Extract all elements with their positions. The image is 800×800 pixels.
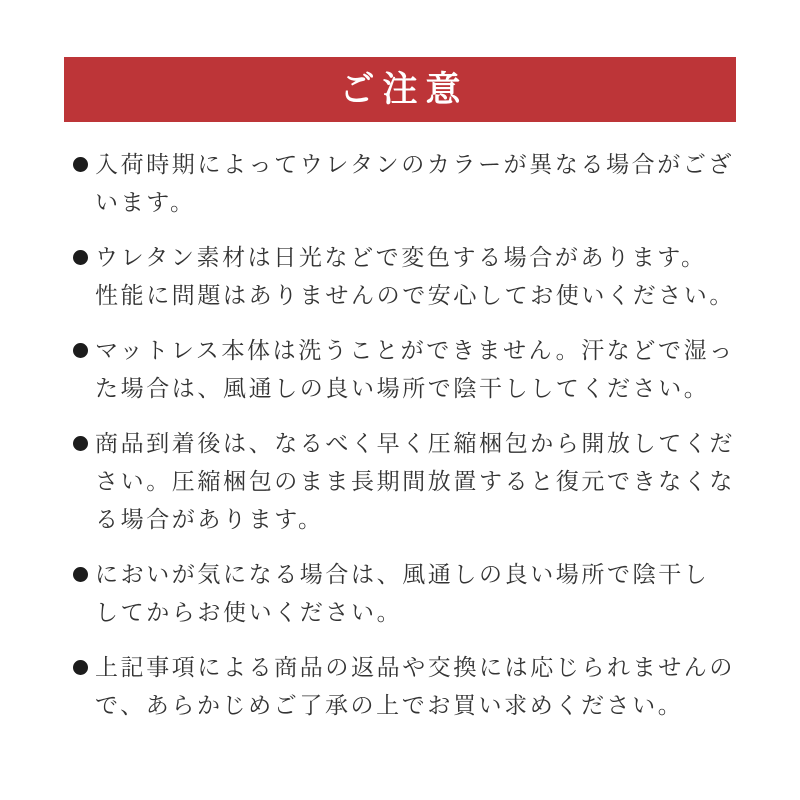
list-item <box>64 648 736 724</box>
notice-line: ウレタン素材は日光などで変色する場合があります。 <box>95 244 707 270</box>
bullet-icon <box>73 250 88 265</box>
notice-line: 商品到着後は、なるべく早く圧縮梱包から開放してくだ <box>95 430 735 456</box>
notice-line: います。 <box>95 189 196 215</box>
notice-line: 上記事項による商品の返品や交換には応じられませんの <box>95 654 735 680</box>
list-item <box>64 238 736 314</box>
list-item <box>64 331 736 407</box>
list-item <box>64 555 736 631</box>
bullet-icon <box>73 436 88 451</box>
bullet-icon <box>73 567 88 582</box>
list-item <box>64 145 736 221</box>
notice-line: さい。圧縮梱包のまま長期間放置すると復元できなくな <box>95 468 735 494</box>
bullet-icon <box>73 343 88 358</box>
notice-line: た場合は、風通しの良い場所で陰干ししてください。 <box>95 375 710 401</box>
bullet-icon <box>73 660 88 675</box>
notice-line: においが気になる場合は、風通しの良い場所で陰干し <box>95 561 710 587</box>
page-title: ご注意 <box>339 70 469 109</box>
notice-line: マットレス本体は洗うことができません。汗などで湿っ <box>95 337 735 363</box>
list-item <box>64 424 736 538</box>
notice-line: してからお使いください。 <box>95 599 403 625</box>
notice-line: る場合があります。 <box>95 506 324 532</box>
notice-line: 性能に問題はありませんので安心してお使いください。 <box>95 282 735 308</box>
notice-line: 入荷時期によってウレタンのカラーが異なる場合がござ <box>95 151 735 177</box>
bullet-icon <box>73 157 88 172</box>
notice-header-banner <box>64 57 736 122</box>
notice-line: で、あらかじめご了承の上でお買い求めください。 <box>95 692 684 718</box>
notice-list <box>64 145 736 724</box>
